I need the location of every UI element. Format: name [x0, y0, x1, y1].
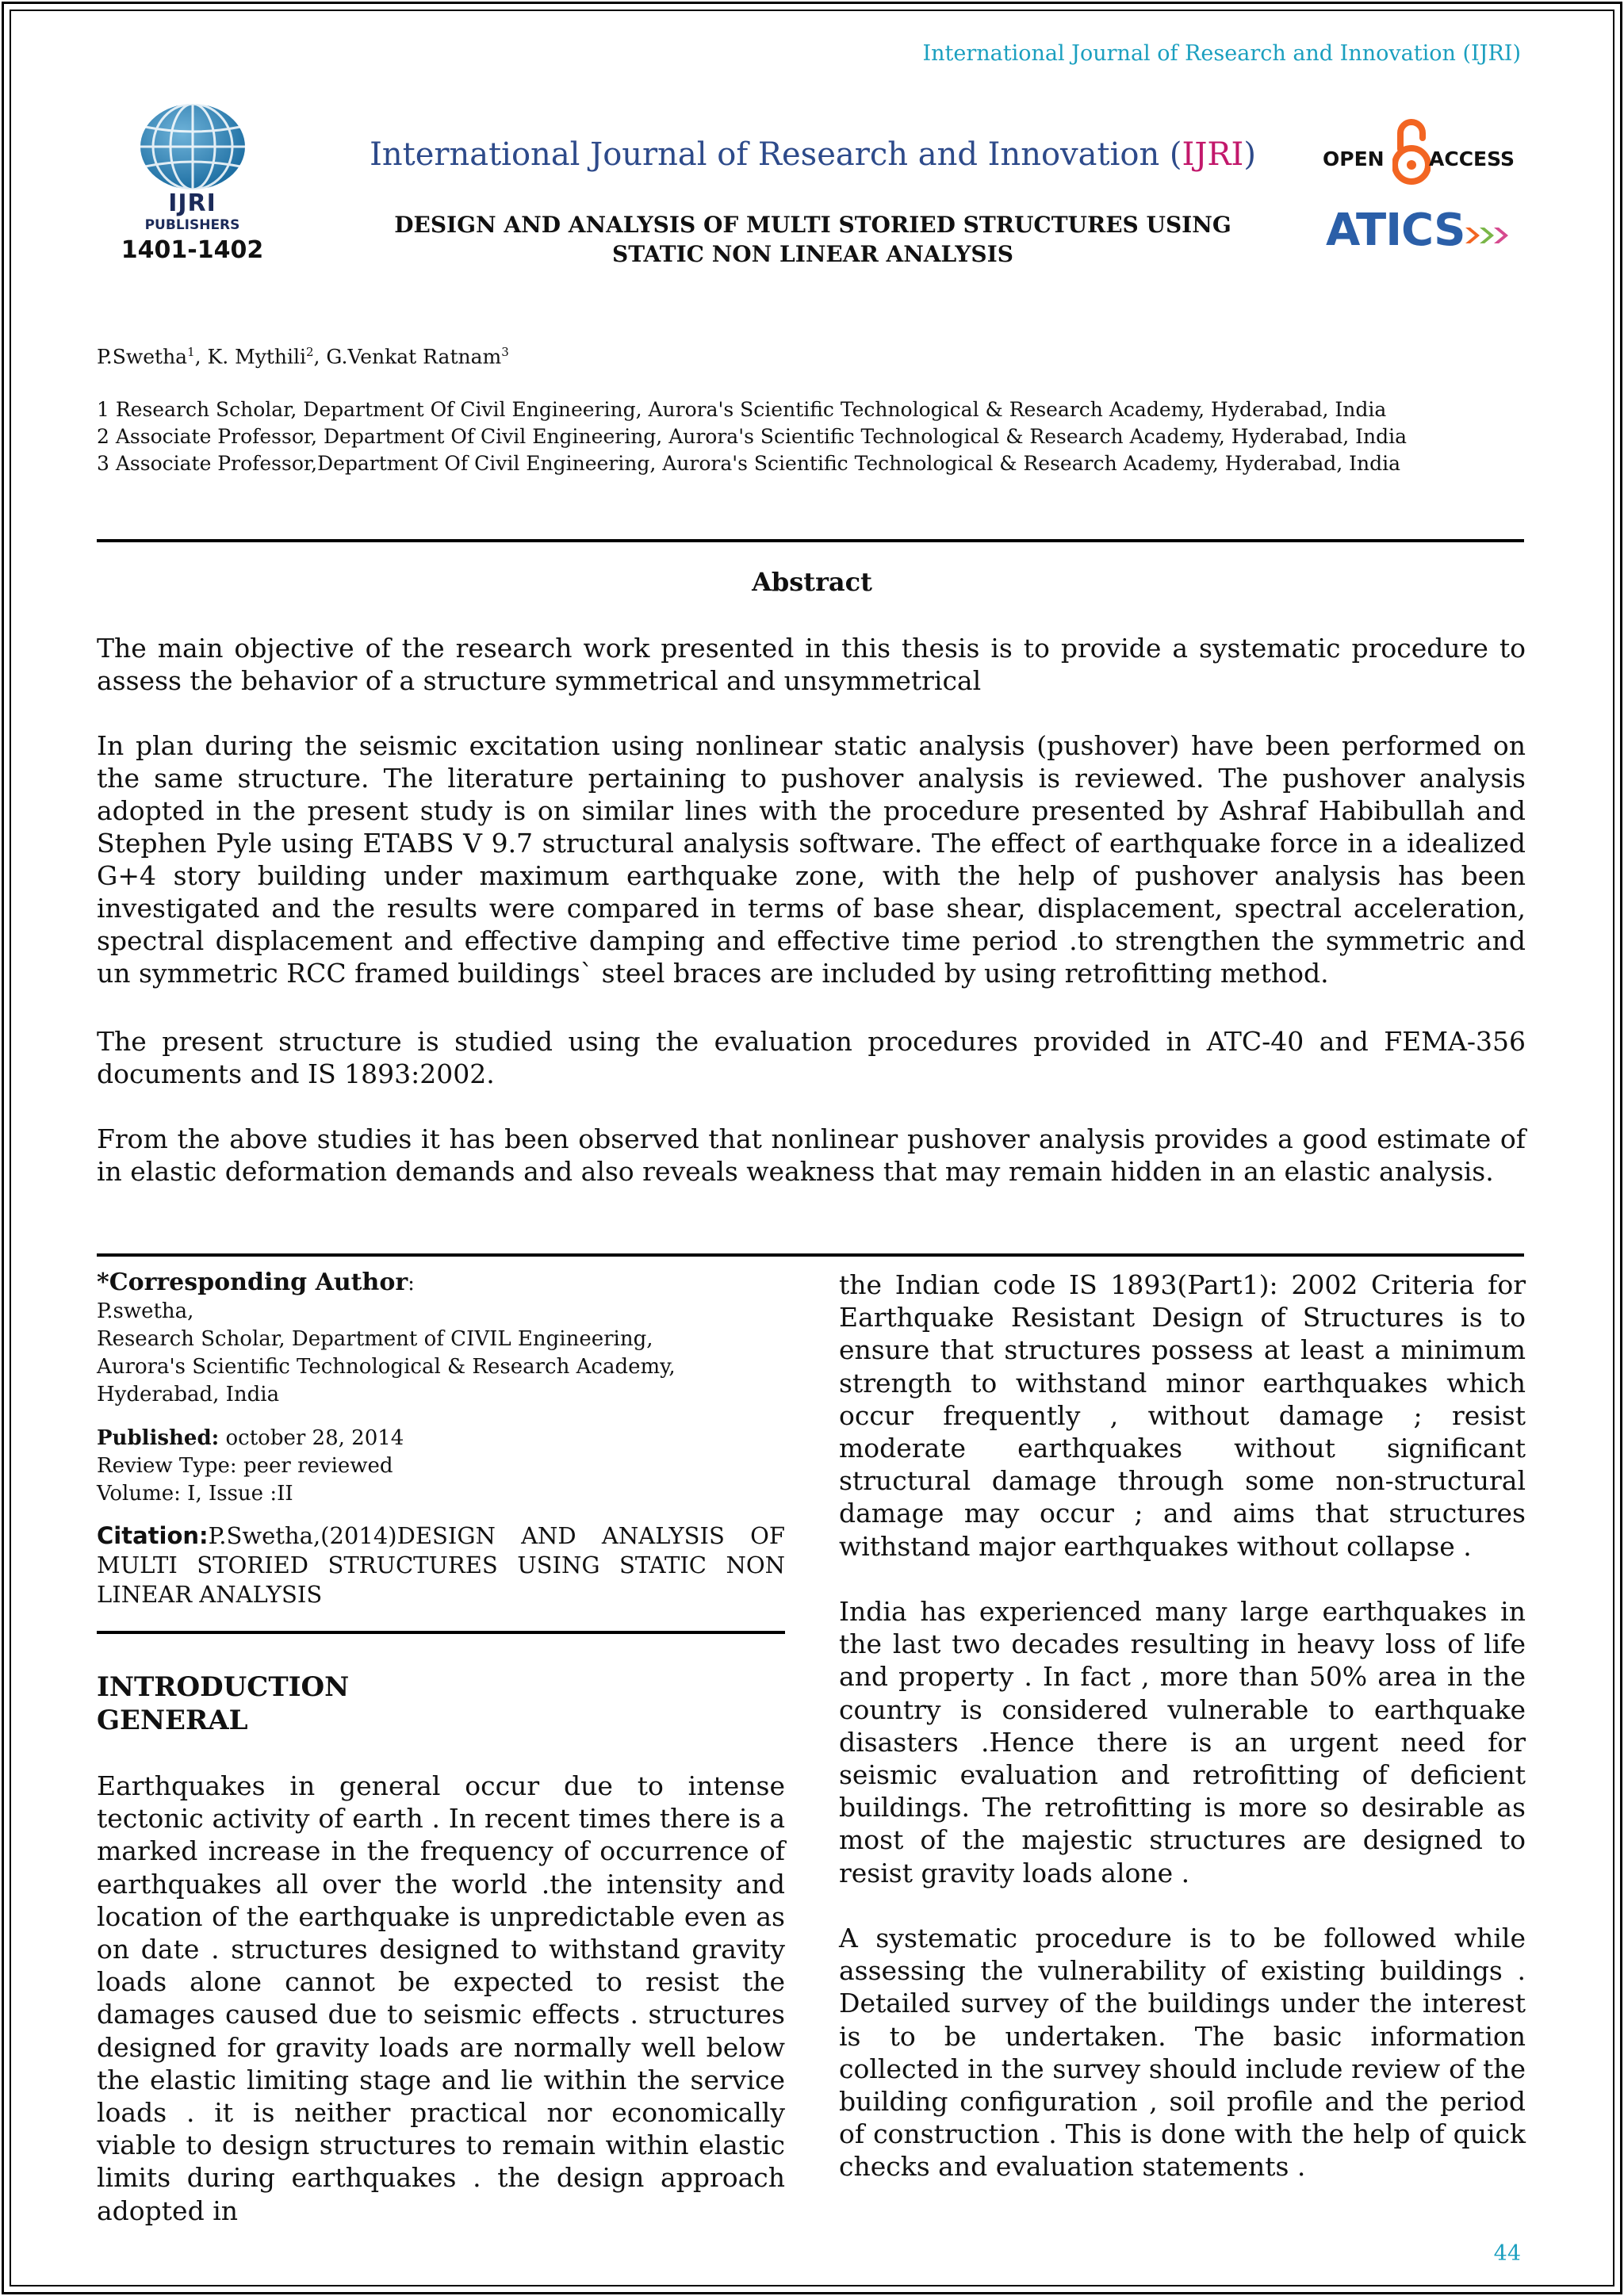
intro-right-paragraph: A systematic procedure is to be followed while assessing the vulnerability of existing buildings . Detailed survey of the buildings under the interest is to be undertaken. The basic information collected in the survey should include review of the building configuration , soil profile and the period of construction . This is done with the help of quick checks and evaluation statements . [839, 1923, 1526, 2183]
author-name: K. Mythili [207, 345, 306, 369]
intro-right-paragraph: India has experienced many large earthquakes in the last two decades resulting in heavy loss of life and property . In fact , more than 50% area in the country is considered vulnerable to earthquake disasters .Hence there is an urgent need for seismic evaluation and retrofitting of deficient buildings. The retrofitting is more so desirable as most of the majestic structures are designed to resist gravity loads alone . [839, 1596, 1526, 1888]
published-date: october 28, 2014 [219, 1426, 404, 1450]
citation-label: Citation: [97, 1522, 209, 1549]
corresponding-city: Hyderabad, India [97, 1383, 280, 1406]
affiliation-line: 3 Associate Professor,Department Of Civil Engineering, Aurora's Scientific Technological & Research Academy, Hyderabad, India [97, 452, 1401, 475]
intro-right-paragraph: the Indian code IS 1893(Part1): 2002 Criteria for Earthquake Resistant Design of Structures is to ensure that structures possess at least a minimum strength to withstand minor earthquakes which occur frequently , without damage ; resist moderate earthquakes without significant structural damage through some non-structural damage may occur ; and aims that structures withstand major earthquakes without collapse . [839, 1269, 1526, 1562]
abstract-paragraph: From the above studies it has been observed that nonlinear pushover analysis provides a good estimate of in elastic deformation demands and also reveals weakness that may remain hidden in an elastic analysis. [97, 1123, 1526, 1187]
publisher-name: IJRI [168, 189, 216, 217]
abstract-paragraph: The main objective of the research work presented in this thesis is to provide a systematic procedure to assess the behavior of a structure symmetrical and unsymmetrical [97, 633, 1526, 696]
running-head: International Journal of Research and Innovation (IJRI) [922, 41, 1521, 66]
author-list: P.Swetha$^1$, K. Mythili$^2$, G.Venkat Ratnam$^3$ [97, 345, 509, 369]
abstract-heading: Abstract [752, 567, 872, 597]
corresponding-label: *Corresponding Author [97, 1269, 408, 1296]
abstract-paragraph: In plan during the seismic excitation using nonlinear static analysis (pushover) have been performed on the same structure. The literature pertaining to pushover analysis is reviewed. The pushover analysis adopted in the present study is on similar lines with the procedure presented by Ashraf Habibullah and Stephen Pyle using ETABS V 9.7 structural analysis software. The effect of earthquake force in a idealized G+4 story building under maximum earthquake zone, with the help of pushover analysis has been investigated and the results were compared in terms of base shear, displacement, spectral acceleration, spectral displacement and effective damping and effective time period .to strengthen the symmetric and un symmetric RCC framed buildings` steel braces are included by using retrofitting method. [97, 730, 1526, 989]
globe-icon [137, 103, 248, 190]
volume-issue: Volume: I, Issue :II [97, 1482, 293, 1506]
journal-title-close: ) [1243, 136, 1256, 173]
intro-left-paragraph: Earthquakes in general occur due to intense tectonic activity of earth . In recent times there is a marked increase in the frequency of occurrence of earthquakes all over the world .the intensity and location of the earthquake is unpredictable even as on date . structures designed to withstand gravity loads alone cannot be expected to resist the damages caused due to seismic effects . structures designed for gravity loads are normally well below the elastic limiting stage and lie within the service loads . it is neither practical nor economically viable to design structures to remain within elastic limits during earthquakes . the design approach adopted in [97, 1770, 785, 2226]
corresponding-dept: Research Scholar, Department of CIVIL Engineering, [97, 1327, 653, 1351]
abstract-paragraph: The present structure is studied using the evaluation procedures provided in ATC-40 and FEMA-356 documents and IS 1893:2002. [97, 1026, 1526, 1089]
paper-title [349, 210, 1277, 269]
citation-rule [97, 1631, 785, 1634]
author-sup: 3 [501, 345, 509, 359]
journal-title-main: International Journal of Research and Innovation ( [370, 136, 1182, 173]
corresponding-name: P.swetha, [97, 1299, 194, 1323]
author-name: G.Venkat Ratnam [326, 345, 502, 369]
publisher-logo [95, 103, 289, 264]
affiliations [97, 396, 1407, 477]
open-access-logo [1316, 117, 1515, 189]
journal-title-abbr: IJRI [1182, 136, 1244, 173]
publisher-sub: PUBLISHERS [144, 217, 240, 233]
published-label: Published: [97, 1426, 220, 1450]
journal-title [349, 136, 1277, 173]
affiliation-line: 1 Research Scholar, Department Of Civil Engineering, Aurora's Scientific Technological & Research Academy, Hyderabad, India [97, 398, 1387, 421]
corresponding-institution: Aurora's Scientific Technological & Research Academy, [97, 1355, 676, 1379]
paper-title-line1: DESIGN AND ANALYSIS OF MULTI STORIED STRUCTURES USING [394, 212, 1231, 238]
author-sup: 1 [187, 345, 195, 359]
open-access-open: OPEN [1323, 147, 1385, 170]
paper-title-line2: STATIC NON LINEAR ANALYSIS [612, 241, 1013, 267]
review-type: Review Type: peer reviewed [97, 1454, 393, 1478]
page-range: 1401-1402 [121, 236, 264, 264]
open-lock-icon [1392, 117, 1431, 186]
heading-general: GENERAL [97, 1705, 248, 1736]
corresponding-author-block: *Corresponding Author: P.swetha, Research Scholar, Department of CIVIL Engineering, Aurora's Scientific Technological & Research Academy, Hyderabad, India Published: october 28, 2014 Review Type: peer reviewed Volume: I, Issue :II [97, 1269, 785, 1508]
open-access-access: ACCESS [1429, 147, 1515, 170]
heading-introduction: INTRODUCTION [97, 1671, 350, 1703]
arrow-chevrons-icon [1465, 225, 1510, 246]
abstract-bottom-rule [97, 1253, 1524, 1257]
author-name: P.Swetha [97, 345, 188, 369]
page-number: 44 [1493, 2241, 1521, 2266]
abstract-top-rule [97, 539, 1524, 542]
atics-logo: ATICS [1326, 205, 1465, 256]
citation-text: P.Swetha,(2014)DESIGN AND ANALYSIS OF MULTI STORIED STRUCTURES USING STATIC NON LINEAR ANALYSIS [97, 1522, 785, 1608]
citation [97, 1521, 785, 1609]
author-sup: 2 [305, 345, 314, 359]
section-heading [97, 1670, 349, 1737]
affiliation-line: 2 Associate Professor, Department Of Civil Engineering, Aurora's Scientific Technological & Research Academy, Hyderabad, India [97, 425, 1407, 448]
